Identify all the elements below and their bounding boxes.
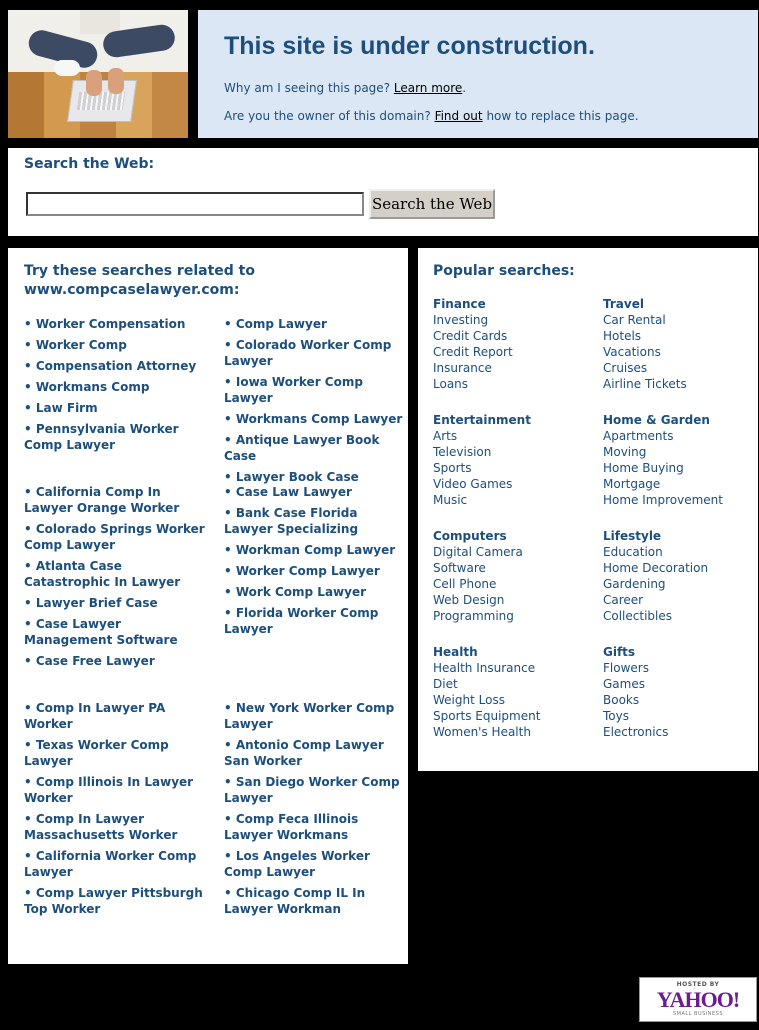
popular-search-link[interactable]: Education [603,545,663,559]
related-search-link[interactable]: Comp Feca Illinois Lawyer Workmans [224,812,359,842]
related-search-item[interactable] [224,432,409,464]
popular-search-link[interactable]: Cell Phone [433,577,497,591]
popular-search-link[interactable]: Collectibles [603,609,672,623]
related-search-item[interactable] [224,484,409,500]
category-title[interactable]: Travel [603,297,644,311]
related-column [224,700,409,922]
search-panel [8,148,758,236]
related-search-item[interactable] [24,595,209,611]
related-search-link[interactable]: Workmans Comp [35,380,150,394]
bullet: • [24,317,32,331]
photo-foot [54,60,80,76]
related-search-item[interactable] [24,484,209,516]
related-search-link[interactable]: Antonio Comp Lawyer San Worker [224,738,384,768]
search-input[interactable] [26,192,364,216]
related-search-item[interactable] [24,421,209,453]
related-search-item[interactable] [224,774,409,806]
popular-search-link[interactable]: Diet [433,677,458,691]
owner-suffix: how to replace this page. [482,109,639,123]
related-search-link[interactable]: Case Law Lawyer [235,485,352,499]
badge-line3: SMALL BUSINESS [672,1011,724,1017]
popular-category [603,644,759,740]
popular-category [433,296,593,392]
popular-category [433,644,593,740]
popular-search-link[interactable]: Health Insurance [433,661,536,675]
related-search-link[interactable]: San Diego Worker Comp Lawyer [224,775,400,805]
related-search-link[interactable]: Case Lawyer Management Software [24,617,178,647]
popular-search-link[interactable]: Toys [603,709,629,723]
related-search-link[interactable]: Worker Compensation [35,317,186,331]
related-column [24,700,209,922]
related-search-link[interactable]: Antique Lawyer Book Case [224,433,380,463]
search-button[interactable]: Search the Web [369,189,495,219]
popular-search-link[interactable]: Apartments [603,429,674,443]
bullet: • [224,543,232,557]
popular-search-link[interactable]: Career [603,593,644,607]
related-search-link[interactable]: California Comp In Lawyer Orange Worker [24,485,180,515]
related-search-link[interactable]: Bank Case Florida Lawyer Specializing [224,506,359,536]
related-search-link[interactable]: California Worker Comp Lawyer [24,849,197,879]
popular-search-link[interactable]: Video Games [433,477,513,491]
related-search-item[interactable] [224,337,409,369]
popular-search-link[interactable]: Arts [433,429,458,443]
bullet: • [224,470,232,484]
popular-search-link[interactable]: Games [603,677,645,691]
bullet: • [224,775,232,789]
bullet: • [224,412,232,426]
popular-search-link[interactable]: Flowers [603,661,649,675]
bullet: • [224,564,232,578]
related-column [224,316,409,490]
category-title[interactable]: Entertainment [433,413,531,427]
bullet: • [224,849,232,863]
related-search-link[interactable]: Case Free Lawyer [35,654,155,668]
related-search-link[interactable]: Colorado Worker Comp Lawyer [224,338,392,368]
popular-category [603,412,759,508]
yahoo-hosting-badge[interactable] [639,977,757,1022]
bullet: • [24,401,32,415]
related-search-link[interactable]: Comp In Lawyer PA Worker [24,701,166,731]
related-search-item[interactable] [24,848,209,880]
popular-category [433,528,593,624]
related-column [224,484,409,642]
yahoo-logo: YAHOO! [656,987,740,1012]
why-prefix: Why am I seeing this page? [224,81,394,95]
related-search-item[interactable] [24,885,209,917]
bullet: • [224,738,232,752]
related-search-link[interactable]: Colorado Springs Worker Comp Lawyer [24,522,205,552]
popular-search-link[interactable]: Gardening [603,577,666,591]
popular-search-link[interactable]: Sports [433,461,472,475]
popular-search-link[interactable]: Credit Report [433,345,513,359]
category-title[interactable]: Finance [433,297,486,311]
bullet: • [24,849,32,863]
related-search-item[interactable] [24,521,209,553]
related-search-item[interactable] [224,316,409,332]
popular-searches-panel [418,248,758,771]
bullet: • [24,701,32,715]
why-suffix: . [462,81,467,95]
related-search-link[interactable]: Florida Worker Comp Lawyer [224,606,379,636]
popular-search-link[interactable]: Electronics [603,725,669,739]
bullet: • [24,738,32,752]
related-search-item[interactable] [24,358,209,374]
related-search-item[interactable] [224,811,409,843]
popular-search-link[interactable]: Music [433,493,468,507]
popular-search-link[interactable]: Mortgage [603,477,661,491]
bullet: • [224,317,232,331]
popular-search-link[interactable]: Digital Camera [433,545,523,559]
related-search-link[interactable]: Los Angeles Worker Comp Lawyer [224,849,370,879]
bullet: • [224,375,232,389]
related-search-item[interactable] [24,316,209,332]
related-search-link[interactable]: New York Worker Comp Lawyer [224,701,395,731]
popular-search-link[interactable]: Home Decoration [603,561,709,575]
related-search-link[interactable]: Comp In Lawyer Massachusetts Worker [24,812,178,842]
construction-header [198,10,758,138]
category-title[interactable]: Gifts [603,645,636,659]
bullet: • [224,506,232,520]
related-searches-panel [8,248,408,964]
related-search-item[interactable] [24,653,209,669]
popular-title: Popular searches: [433,263,575,279]
photo-hand-right [108,68,124,94]
popular-search-link[interactable]: Weight Loss [433,693,505,707]
popular-search-link[interactable]: Home Improvement [603,493,723,507]
popular-search-link[interactable]: Cruises [603,361,648,375]
related-search-item[interactable] [224,469,409,485]
bullet: • [224,886,232,900]
category-title[interactable]: Home & Garden [603,413,710,427]
related-search-item[interactable] [224,542,409,558]
related-search-item[interactable] [24,400,209,416]
related-search-item[interactable] [224,563,409,579]
popular-search-link[interactable]: Television [433,445,492,459]
popular-category [603,528,759,624]
related-search-link[interactable]: Workmans Comp Lawyer [235,412,403,426]
page-title: This site is under construction. [224,32,595,60]
related-search-link[interactable]: Lawyer Book Case [235,470,359,484]
popular-search-link[interactable]: Car Rental [603,313,666,327]
popular-search-link[interactable]: Programming [433,609,514,623]
related-column [24,484,209,674]
bullet: • [24,422,32,436]
popular-search-link[interactable]: Moving [603,445,647,459]
header-photo [8,10,188,138]
popular-search-link[interactable]: Women's Health [433,725,531,739]
related-search-item[interactable] [224,700,409,732]
related-search-item[interactable] [224,374,409,406]
bullet: • [24,812,32,826]
popular-search-link[interactable]: Sports Equipment [433,709,541,723]
popular-search-link[interactable]: Vacations [603,345,661,359]
popular-search-link[interactable]: Home Buying [603,461,684,475]
why-text [224,81,466,95]
related-search-item[interactable] [24,558,209,590]
category-title[interactable]: Computers [433,529,507,543]
popular-search-link[interactable]: Credit Cards [433,329,508,343]
find-out-link[interactable]: Find out [434,109,483,123]
related-search-item[interactable] [24,379,209,395]
related-search-link[interactable]: Law Firm [35,401,98,415]
popular-search-link[interactable]: Books [603,693,640,707]
search-label: Search the Web: [24,156,155,172]
related-search-item[interactable] [24,337,209,353]
related-search-item[interactable] [24,774,209,806]
related-search-item[interactable] [224,605,409,637]
related-search-link[interactable]: Work Comp Lawyer [235,585,367,599]
related-search-link[interactable]: Comp Lawyer Pittsburgh Top Worker [24,886,203,916]
popular-search-link[interactable]: Investing [433,313,489,327]
bullet: • [224,606,232,620]
related-search-item[interactable] [224,505,409,537]
photo-keyboard [77,92,126,110]
bullet: • [224,585,232,599]
owner-prefix: Are you the owner of this domain? [224,109,435,123]
related-search-link[interactable]: Worker Comp [35,338,127,352]
related-search-item[interactable] [224,848,409,880]
bullet: • [24,596,32,610]
related-search-link[interactable]: Comp Illinois In Lawyer Worker [24,775,194,805]
bullet: • [224,812,232,826]
bullet: • [24,522,32,536]
bullet: • [24,338,32,352]
related-search-link[interactable]: Worker Comp Lawyer [235,564,380,578]
bullet: • [224,701,232,715]
bullet: • [24,380,32,394]
related-search-link[interactable]: Comp Lawyer [235,317,327,331]
related-search-item[interactable] [224,584,409,600]
bullet: • [24,359,32,373]
related-search-link[interactable]: Lawyer Brief Case [35,596,158,610]
bullet: • [224,485,232,499]
photo-hand-left [86,70,102,96]
related-search-link[interactable]: Atlanta Case Catastrophic In Lawyer [24,559,181,589]
popular-category [603,296,759,392]
owner-text [224,109,639,123]
bullet: • [224,338,232,352]
popular-search-link[interactable]: Software [433,561,486,575]
related-search-item[interactable] [224,885,409,917]
related-search-item[interactable] [24,811,209,843]
related-search-item[interactable] [24,616,209,648]
badge-line1: HOSTED BY [676,981,720,988]
related-search-link[interactable]: Compensation Attorney [35,359,197,373]
category-title[interactable]: Lifestyle [603,529,662,543]
related-search-item[interactable] [224,411,409,427]
popular-search-link[interactable]: Hotels [603,329,642,343]
related-search-link[interactable]: Pennsylvania Worker Comp Lawyer [24,422,179,452]
related-column [24,316,209,458]
related-title: Try these searches related to www.compcaselawyer.com: [24,263,255,298]
bullet: • [24,559,32,573]
bullet: • [24,775,32,789]
popular-search-link[interactable]: Web Design [433,593,505,607]
bullet: • [24,485,32,499]
related-search-link[interactable]: Workman Comp Lawyer [235,543,396,557]
bullet: • [24,886,32,900]
learn-more-link[interactable]: Learn more [393,81,463,95]
related-search-item[interactable] [24,737,209,769]
bullet: • [24,617,32,631]
popular-search-link[interactable]: Insurance [433,361,492,375]
bullet: • [24,654,32,668]
popular-search-link[interactable]: Loans [433,377,469,391]
related-search-link[interactable]: Chicago Comp IL In Lawyer Workman [224,886,366,916]
related-search-link[interactable]: Texas Worker Comp Lawyer [24,738,169,768]
popular-category [433,412,593,508]
category-title[interactable]: Health [433,645,478,659]
bullet: • [224,433,232,447]
related-search-item[interactable] [24,700,209,732]
related-search-item[interactable] [224,737,409,769]
popular-search-link[interactable]: Airline Tickets [603,377,687,391]
related-search-link[interactable]: Iowa Worker Comp Lawyer [224,375,363,405]
